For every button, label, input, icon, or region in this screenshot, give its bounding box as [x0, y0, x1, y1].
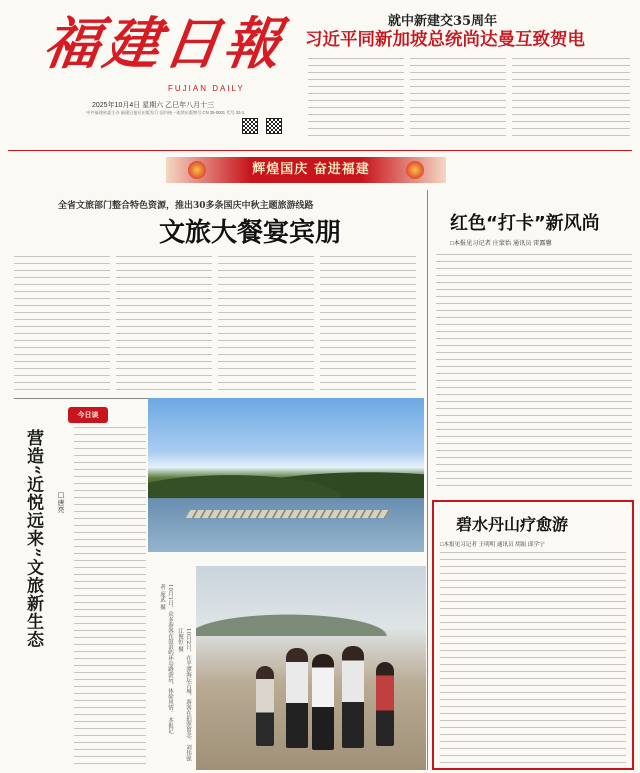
- side-story-2-box: [432, 500, 634, 770]
- commentary-body: [74, 427, 146, 767]
- main-story-headline: 文旅大餐宴宾朋: [158, 218, 341, 248]
- issue-date: [92, 100, 214, 110]
- qr-code-icon: [242, 118, 258, 134]
- main-story-body-col-4: [320, 256, 416, 391]
- top-story-body-col-3: [512, 58, 630, 138]
- qr-code-icon: [266, 118, 282, 134]
- side-story-1-body: [436, 254, 632, 492]
- photo-mountains: [148, 458, 424, 498]
- side-story-1-headline: 红色“打卡”新风尚: [450, 213, 600, 234]
- photo-2-caption-text: 10月2日，在平潭海坛古城，游客在拍照留念。: [185, 628, 191, 743]
- masthead: [0, 0, 640, 158]
- photo-walkway: [186, 510, 391, 518]
- main-story-body-col-2: [116, 256, 212, 391]
- person-figure: [286, 648, 308, 748]
- photo-1-caption-text: 10月1日，众多游客在鼓浪屿环岛路游玩、体验风情。: [167, 584, 173, 716]
- photo-2-caption-credit: 刘伟强 江俊恒 摄: [177, 628, 191, 762]
- top-story-kicker: 就中新建交35周年: [388, 14, 498, 29]
- commentary-headline: 营造“近悦远来”文旅新生态: [23, 429, 43, 649]
- banner-flower-icon: [406, 161, 424, 179]
- photo-1-caption: [158, 584, 174, 734]
- photo-1-caption-credit: 本报记者 庞武 摄: [159, 584, 173, 734]
- top-story-body-col-2: [410, 58, 506, 138]
- date-text: 2025年10月4日: [92, 102, 141, 109]
- logo-pinyin: FUJIAN DAILY: [168, 84, 245, 93]
- top-story-body-col-1: [308, 58, 404, 138]
- banner-flower-icon: [188, 161, 206, 179]
- commentary-box: [14, 398, 150, 770]
- side-story-2-byline: □本报见习记者 王明明 通讯员 胡振 邱学宁: [440, 542, 545, 548]
- column-divider: [427, 190, 428, 770]
- side-story-1-byline: □本报见习记者 庄蒙怡 通讯员 雷露馨: [450, 240, 552, 247]
- newspaper-logo: 福建日報: [39, 11, 289, 77]
- lunar-text: 乙巳年八月十三: [165, 102, 215, 109]
- holiday-banner: [166, 157, 446, 183]
- person-figure: [312, 654, 334, 750]
- weekday-text: 星期六: [142, 102, 164, 109]
- commentary-byline: □唐亮: [57, 491, 65, 513]
- tourists-photo: [196, 566, 426, 770]
- banner-text: 辉煌国庆 奋进福建: [252, 162, 370, 177]
- main-story-body-col-1: [14, 256, 110, 391]
- top-story-headline: 习近平同新加坡总统尚达曼互致贺电: [305, 30, 585, 50]
- photo-hills: [196, 606, 426, 636]
- main-story-body-col-3: [218, 256, 314, 391]
- person-figure: [256, 666, 274, 746]
- commentary-brand-badge: 今日谈: [68, 407, 108, 423]
- main-story-kicker: 全省文旅部门整合特色资源，推出30多条国庆中秋主题旅游线路: [58, 201, 314, 211]
- side-story-2-headline: 碧水丹山疗愈游: [456, 515, 569, 534]
- side-story-2-body: [440, 552, 626, 764]
- landscape-photo: [148, 398, 424, 552]
- masthead-divider: [8, 150, 632, 151]
- person-figure: [376, 662, 394, 746]
- person-figure: [342, 646, 364, 748]
- edition-info: 中共福建省委主办 福建日报社出版发行 国内统一连续出版物号 CN 35-0001 代号 33-1: [86, 110, 245, 115]
- photo-2-caption: [176, 628, 192, 768]
